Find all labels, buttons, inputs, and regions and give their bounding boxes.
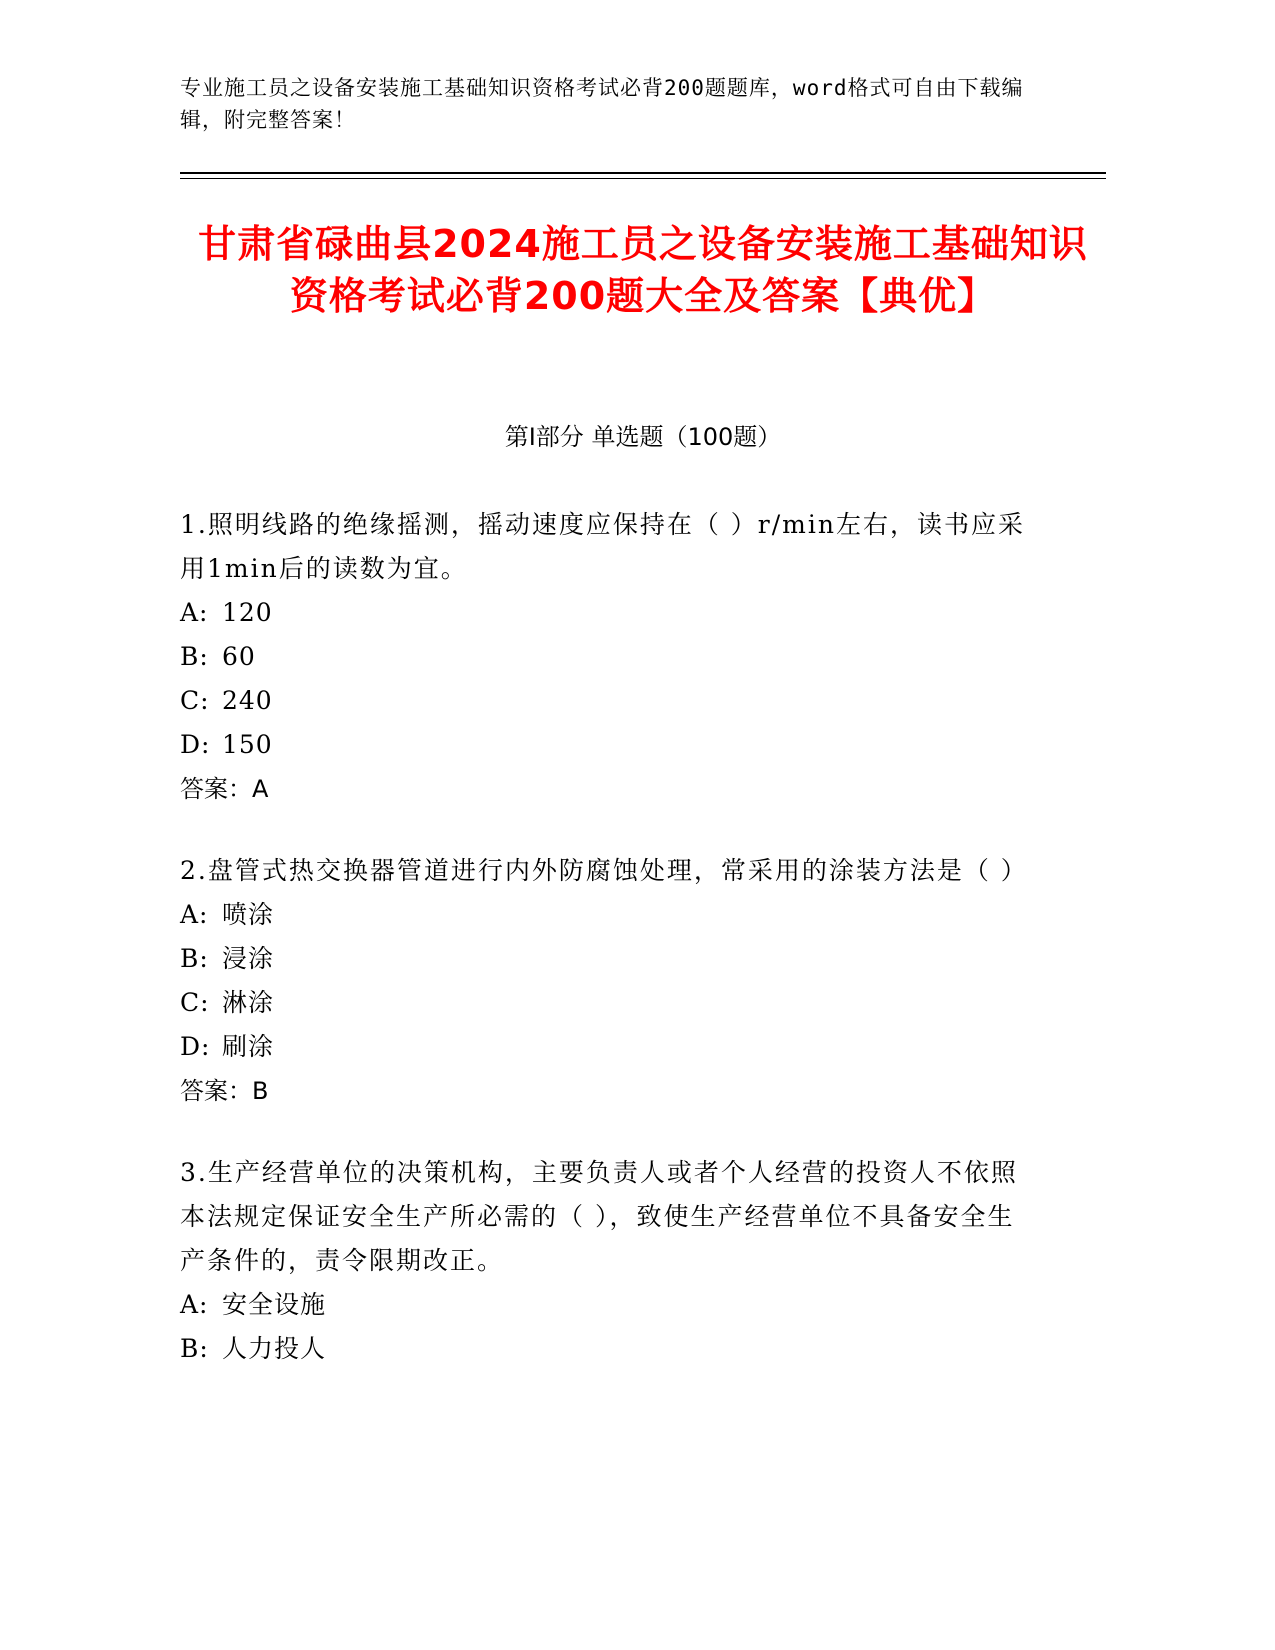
option-text: 人力投人 — [222, 1334, 327, 1363]
option-key: A: — [180, 900, 209, 929]
option-d — [180, 1025, 1040, 1069]
option-text: 浸涂 — [222, 944, 275, 973]
option-key: B: — [180, 1334, 209, 1363]
section-heading: 第Ⅰ部分 单选题（100题） — [504, 423, 782, 451]
answer-line: 答案：A — [180, 775, 269, 803]
question-stem: 2.盘管式热交换器管道进行内外防腐蚀处理，常采用的涂装方法是（ ） — [180, 856, 1028, 885]
option-a — [180, 1283, 1040, 1327]
question-stem: 3.生产经营单位的决策机构，主要负责人或者个人经营的投资人不依照本法规定保证安全生产所必需的（ ），致使生产经营单位不具备安全生产条件的，责令限期改正。 — [180, 1158, 1018, 1275]
option-text: 60 — [222, 642, 256, 671]
option-key: D: — [180, 730, 211, 759]
document-title: 甘肃省碌曲县2024施工员之设备安装施工基础知识资格考试必背200题大全及答案【典优】 — [198, 222, 1088, 318]
option-b — [180, 635, 1040, 679]
option-text: 刷涂 — [222, 1032, 275, 1061]
option-text: 喷涂 — [222, 900, 275, 929]
option-text: 240 — [222, 686, 273, 715]
option-key: B: — [180, 642, 209, 671]
header-rule-thin — [180, 178, 1106, 179]
option-text: 120 — [222, 598, 273, 627]
header-rule-thick — [180, 172, 1106, 174]
answer-line: 答案：B — [180, 1077, 269, 1105]
question-1 — [180, 503, 1040, 811]
option-key: C: — [180, 988, 210, 1017]
option-a — [180, 893, 1040, 937]
question-3 — [180, 1151, 1040, 1371]
header-note: 专业施工员之设备安装施工基础知识资格考试必背200题题库，word格式可自由下载编辑，附完整答案！ — [180, 76, 1024, 132]
question-2 — [180, 849, 1040, 1113]
option-text: 安全设施 — [222, 1290, 327, 1319]
option-key: B: — [180, 944, 209, 973]
option-d — [180, 723, 1040, 767]
option-text: 淋涂 — [222, 988, 275, 1017]
option-key: C: — [180, 686, 210, 715]
option-key: A: — [180, 598, 209, 627]
question-stem: 1.照明线路的绝缘摇测，摇动速度应保持在（ ）r/min左右，读书应采用1min后的读数为宜。 — [180, 510, 1025, 583]
option-key: A: — [180, 1290, 209, 1319]
option-a — [180, 591, 1040, 635]
question-list — [180, 503, 1040, 1409]
option-b — [180, 1327, 1040, 1371]
option-c — [180, 679, 1040, 723]
option-key: D: — [180, 1032, 211, 1061]
option-text: 150 — [222, 730, 273, 759]
option-c — [180, 981, 1040, 1025]
option-b — [180, 937, 1040, 981]
